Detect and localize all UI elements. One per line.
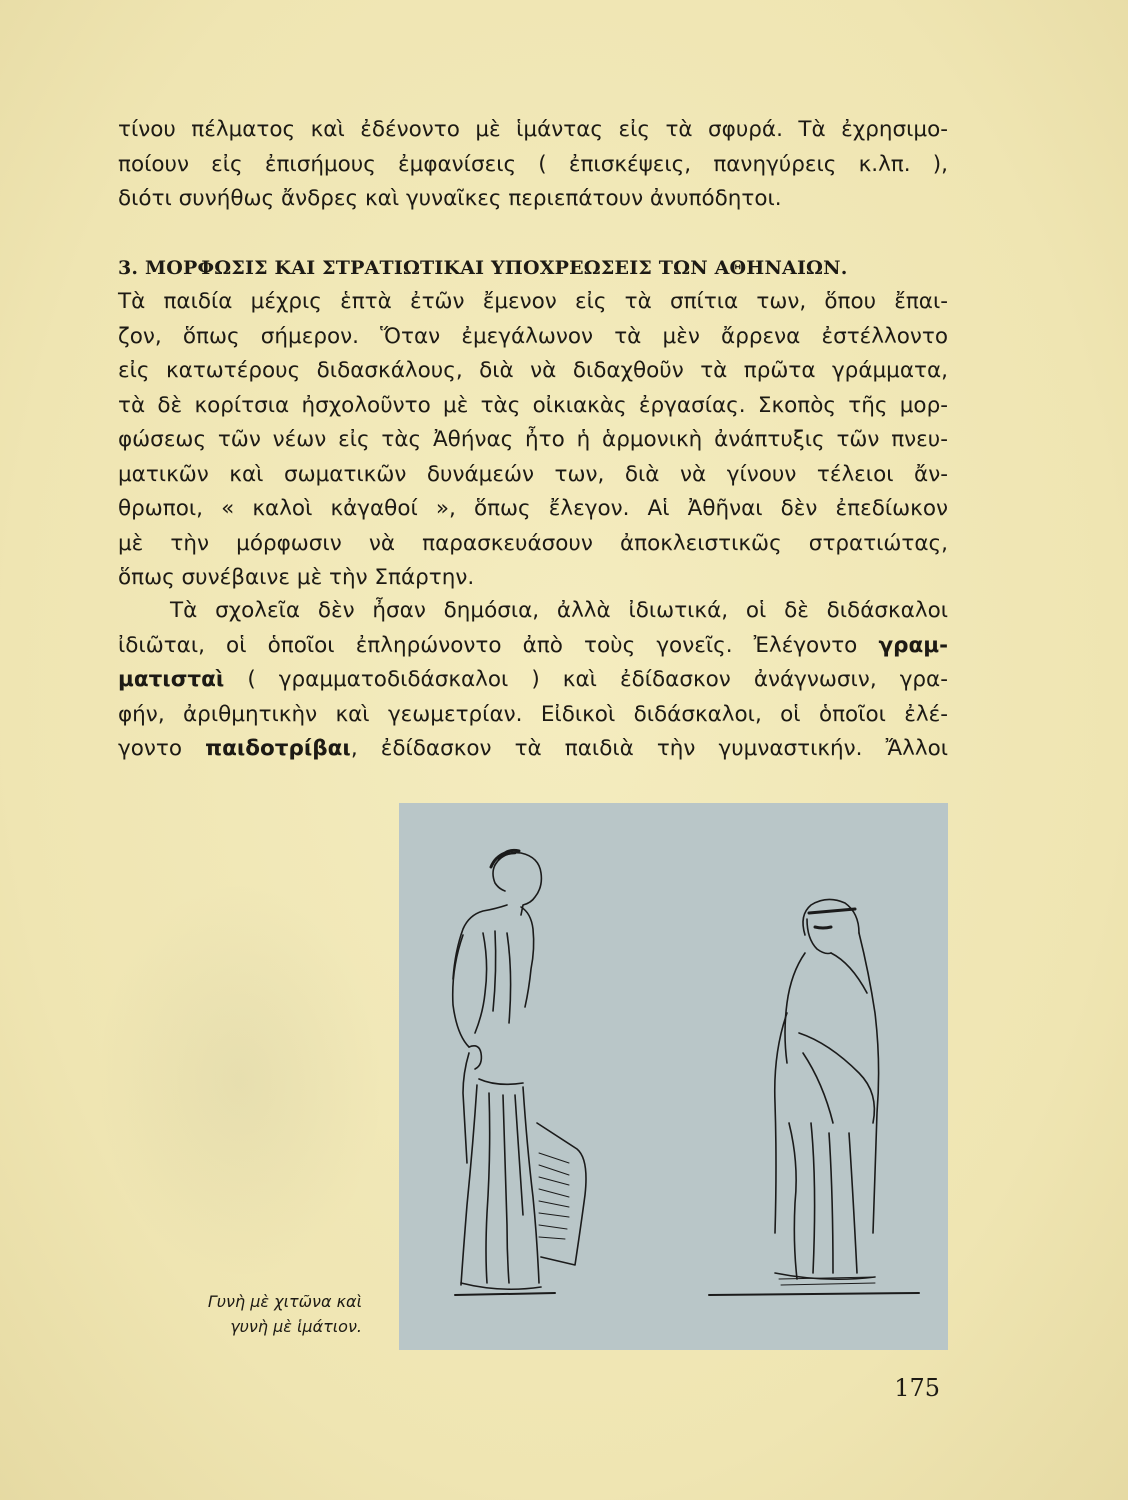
text-line: θρωποι, « καλοὶ κἀγαθοί », ὅπως ἔλεγον. Αἱ Ἀθῆναι δὲν ἐπεδίωκον: [118, 496, 948, 521]
text-line: διότι συνήθως ἄνδρες καὶ γυναῖκες περιεπάτουν ἀνυπόδητοι.: [118, 186, 782, 211]
figure-caption: [150, 1289, 362, 1339]
intro-paragraph: [118, 113, 948, 217]
illustration-two-women: [399, 803, 948, 1350]
text-line: τίνου πέλματος καὶ ἐδένοντο μὲ ἱμάντας εἰς τὰ σφυρά. Τὰ ἐχρησιμο-: [118, 117, 948, 142]
text-line: [118, 732, 948, 767]
text-line: ὅπως συνέβαινε μὲ τὴν Σπάρτην.: [118, 565, 475, 590]
paragraph-2: [118, 594, 948, 767]
text-line: Τὰ παιδία μέχρις ἑπτὰ ἐτῶν ἔμενον εἰς τὰ σπίτια των, ὅπου ἔπαι-: [118, 289, 948, 314]
text-line: ζον, ὅπως σήμερον. Ὅταν ἐμεγάλωνον τὰ μὲν ἄρρενα ἐστέλλοντο: [118, 323, 948, 349]
text-line: ματικῶν καὶ σωματικῶν δυνάμεών των, διὰ νὰ γίνουν τέλειοι ἄν-: [118, 461, 948, 487]
paragraph-1: [118, 285, 948, 596]
text-span: ἰδιῶται, οἱ ὁποῖοι ἐπληρώνοντο ἀπὸ τοὺς γονεῖς. Ἐλέγοντο: [118, 632, 858, 658]
bleed-through-shadow: [95, 880, 385, 1280]
woman-in-chiton-figure: [453, 850, 586, 1295]
caption-line: γυνὴ μὲ ἱμάτιον.: [230, 1317, 362, 1336]
section-heading: 3. ΜΟΡΦΩΣΙΣ ΚΑΙ ΣΤΡΑΤΙΩΤΙΚΑΙ ΥΠΟΧΡΕΩΣΕΙΣ ΤΩΝ ΑΘΗΝΑΙΩΝ.: [118, 257, 848, 279]
woman-in-himation-figure: [709, 899, 919, 1295]
bold-term: γραμ-: [878, 632, 948, 658]
text-line: [118, 663, 948, 698]
text-line: [118, 629, 948, 664]
bold-term: παιδοτρίβαι: [205, 736, 351, 761]
text-line: μὲ τὴν μόρφωσιν νὰ παρασκευάσουν ἀποκλειστικῶς στρατιώτας,: [118, 530, 948, 556]
line-drawing: [399, 803, 948, 1350]
text-line: Τὰ σχολεῖα δὲν ἦσαν δημόσια, ἀλλὰ ἰδιωτικά, οἱ δὲ διδάσκαλοι: [170, 598, 948, 623]
text-line: εἰς κατωτέρους διδασκάλους, διὰ νὰ διδαχθοῦν τὰ πρῶτα γράμματα,: [118, 358, 948, 383]
text-span: ( γραμματοδιδάσκαλοι ) καὶ ἐδίδασκον ἀνάγνωσιν, γρα-: [247, 667, 948, 692]
text-line: τὰ δὲ κορίτσια ἠσχολοῦντο μὲ τὰς οἰκιακὰς ἐργασίας. Σκοπὸς τῆς μορ-: [118, 392, 948, 418]
text-span: , ἐδίδασκον τὰ παιδιὰ τὴν γυμναστικήν. Ἄλλοι: [350, 736, 948, 761]
page-number: 175: [894, 1374, 940, 1402]
bold-term: ματισταὶ: [118, 667, 225, 692]
text-line: φώσεως τῶν νέων εἰς τὰς Ἀθήνας ἦτο ἡ ἁρμονικὴ ἀνάπτυξις τῶν πνευ-: [118, 427, 948, 452]
text-span: γοντο: [118, 736, 182, 761]
text-line: φήν, ἀριθμητικὴν καὶ γεωμετρίαν. Εἰδικοὶ διδάσκαλοι, οἱ ὁποῖοι ἐλέ-: [118, 701, 948, 727]
text-line: ποίουν εἰς ἐπισήμους ἐμφανίσεις ( ἐπισκέψεις, πανηγύρεις κ.λπ. ),: [118, 151, 948, 177]
caption-line: Γυνὴ μὲ χιτῶνα καὶ: [207, 1292, 362, 1311]
